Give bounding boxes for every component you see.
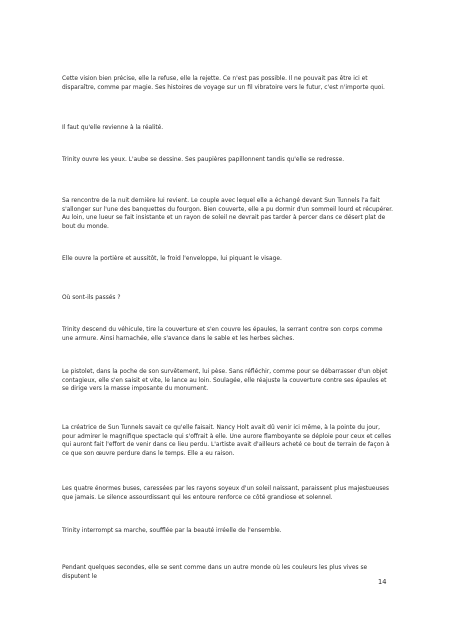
paragraph-buses: Les quatre énormes buses, caressées par les rayons soyeux d'un soleil naissant, paraissent plus majestueuses que jamais. Le silence assourdissant qui les entoure renforce ce côté grandiose et solennel. (62, 486, 389, 501)
paragraph-creatrice: La créatrice de Sun Tunnels savait ce qu'elle faisait. Nancy Holt avait dû venir ici même, à la pointe du jour, pour admirer le magnifique spectacle qui s'offrait à elle. Une aurore flamboyante se déploie pour ceux et celles qui auront fait l'effort de venir dans ce lieu perdu. L'artiste avait d'ailleurs acheté ce bout de terrain de façon à ce que son œuvre perdure dans le temps. Elle a eu raison. (62, 425, 392, 457)
paragraph-vehicule: Trinity descend du véhicule, tire la couverture et s'en couvre les épaules, la serrant contre son corps comme une armure. Ainsi harnachée, elle s'avance dans le sable et les herbes sèches. (62, 327, 383, 342)
paragraph-vision: Cette vision bien précise, elle la refuse, elle la rejette. Ce n'est pas possible. Il ne pouvait pas être ici et disparaître, comme par magie. Ses histoires de voyage sur un fil vibratoire vers le futur, c'est n'importe quoi. (62, 76, 385, 91)
paragraph-interrompt: Trinity interrompt sa marche, soufflée par la beauté irréelle de l'ensemble. (62, 528, 282, 534)
paragraph-pendant: Pendant quelques secondes, elle se sent comme dans un autre monde où les couleurs les plus vives se disputent le (62, 565, 368, 580)
paragraph-ou-sont-ils: Où sont-ils passés ? (62, 295, 121, 301)
paragraph-portiere: Elle ouvre la portière et aussitôt, le froid l'enveloppe, lui piquant le visage. (62, 256, 282, 262)
paragraph-ouvre-yeux: Trinity ouvre les yeux. L'aube se dessine. Ses paupières papillonnent tandis qu'elle se redresse. (62, 157, 345, 163)
paragraph-rencontre: Sa rencontre de la nuit dernière lui revient. Le couple avec lequel elle a échangé devant Sun Tunnels l'a fait s'allonger sur l'une des banquettes du fourgon. Bien couverte, elle a pu dormir d'un sommeil lourd et récupérer. Au loin, une lueur se fait insistante et un rayon de soleil ne devrait pas tarder à percer dans ce désert plat de bout du monde. (62, 198, 393, 230)
page-number: 14 (378, 578, 387, 586)
paragraph-pistolet: Le pistolet, dans la poche de son survêtement, lui pèse. Sans réfléchir, comme pour se débarrasser d'un objet contagieux, elle s'en saisit et vite, le lance au loin. Soulagée, elle réajuste la couverture contre ses épaules et se dirige vers la masse imposante du monument. (62, 369, 388, 393)
paragraph-realite: Il faut qu'elle revienne à la réalité. (62, 125, 164, 131)
